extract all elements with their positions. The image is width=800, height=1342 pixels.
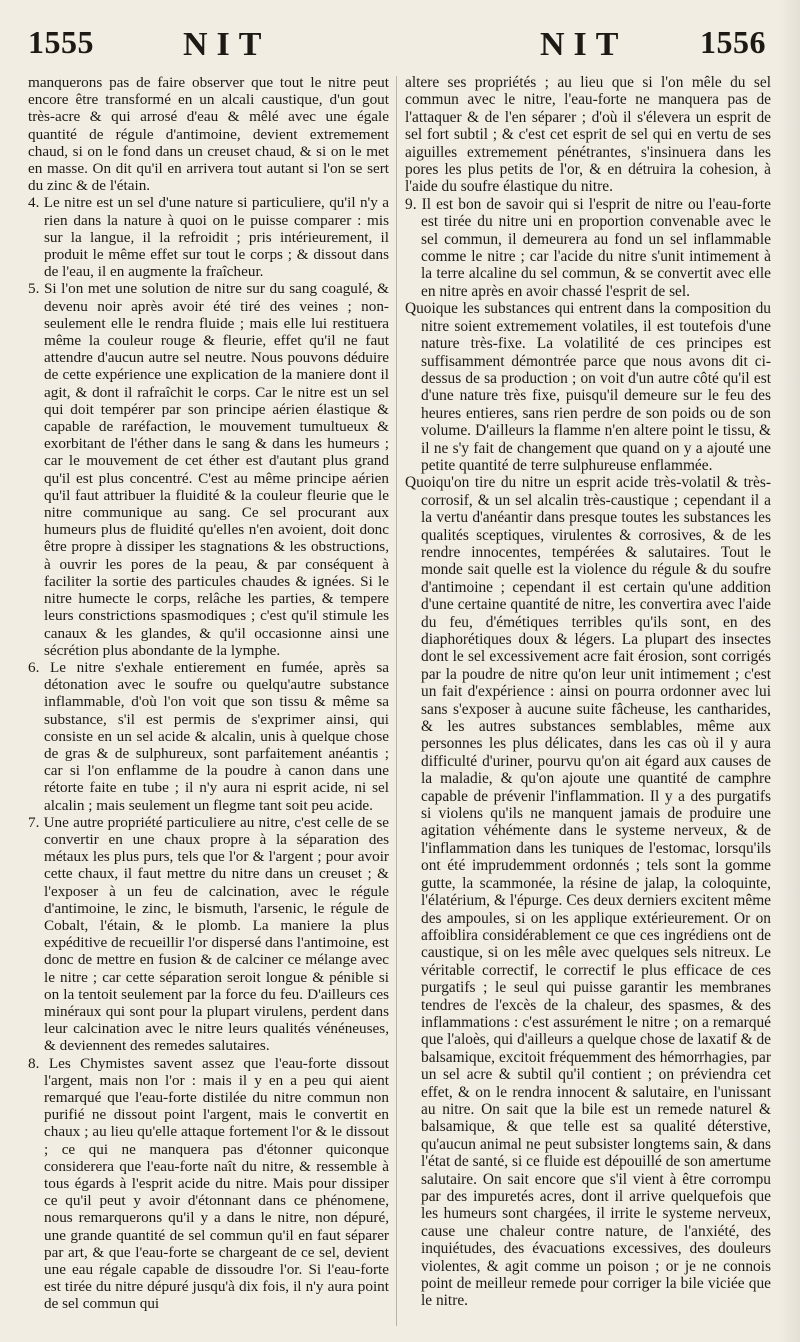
paragraph: 6. Le nitre s'exhale entierement en fumée, après sa détonation avec le soufre ou quelqu'autre substance inflammable, d'où l'on voit que son tissu & même sa substance, s'il est permis de s'exprimer ainsi, qui consiste en un sel acide & alcalin, unis à quelque chose de gras & de sulphureux, sont parfaitement anéantis ; car si l'on enflamme de la poudre à canon dans une rétorte faite en tube ; il n'y aura ni esprit acide, ni sel alcalin ; mais seulement un flegme tant soit peu acide.	[28, 658, 389, 814]
left-column	[28, 74, 389, 1313]
column-divider	[396, 76, 397, 1326]
right-column	[405, 74, 771, 1310]
paragraph: Quoiqu'on tire du nitre un esprit acide très-volatil & très-corrosif, & un sel alcalin très-caustique ; cependant il a la vertu d'anéantir dans presque toutes les substances les qualités sceptiques, virulentes & corrosives, & de les rendre innocentes, tempérées & salutaires. Tout le monde sait quelle est la violence du régule & du soufre d'antimoine ; cependant il est certain qu'une addition d'une certaine quantité de nitre, les convertira avec l'aide du feu, d'émétiques terribles qu'ils sont, en des diaphorétiques doux & légers. La plupart des insectes dont le sel excessivement acre fait érosion, sont corrigés par la poudre de nitre qu'on leur unit intimement ; c'est un fait d'expérience : ainsi on pourra ordonner avec lui sans s'exposer à aucune suite fâcheuse, les cantharides, & les autres substances semblables, même aux personnes les plus délicates, dans les cas où il y aura difficulté d'uriner, pourvu qu'on ait égard aux causes de la maladie, & qu'on ajoute une quantité de camphre capable de prévenir l'inflammation. Il y a des purgatifs si violens qu'ils ne manquent jamais de produire une agitation véhémente dans le systeme nerveux, & de l'inflammation dans les tuniques de l'estomac, lorsqu'ils ont été imprudemment ordonnés ; tels sont la gomme gutte, la scammonée, la résine de jalap, la coloquinte, l'élatérium, & l'épurge. Ces deux derniers excitent même des ampoules, si on les applique extérieurement. Or on affoiblira considérablement ce que ces ingrédiens ont de caustique, si on les mêle avec quelques sels nitreux. Le véritable correctif, le correctif le plus efficace de ces purgatifs ; le seul qui puisse garantir les membranes tendres de l'excès de la chaleur, des spasmes, & des inflammations : c'est assurément le nitre ; on a remarqué que l'aloès, qui d'ailleurs a quelque chose de laxatif & de balsamique, excitoit fréquemment des hémorrhagies, par un sel acre & subtil qu'il contient ; on préviendra cet effet, & on le rendra innocent & salutaire, en l'unissant au nitre. On sait que la bile est un remede naturel & balsamique, & que telle est sa qualité déterstive, qu'aucun animal ne peut subsister longtems sain, & dans l'état de santé, si ce fluide est dépouillé de son amertume salutaire. On sait encore que s'il vient à être corrompu par des impuretés acres, dont il arrive quelquefois que les humeurs sont chargées, il irrite le systeme nerveux, cause une chaleur contre nature, de l'anxiété, des inquiétudes, des évacuations excessives, des douleurs violentes, & agit comme un poison ; or je ne connois point de meilleur remede pour corriger la bile viciée que le nitre.	[405, 474, 771, 1310]
page-number-right: 1556	[700, 24, 766, 60]
paragraph: 5. Si l'on met une solution de nitre sur du sang coagulé, & devenu noir après avoir été tiré des veines ; non-seulement elle le rendra fluide ; mais elle lui restituera même la couleur rouge & fleurie, effet qu'il ne faut attendre d'aucun autre sel neutre. Nous pouvons déduire de cette expérience une explication de la maniere dont il agit, & dont il rafraîchit le corps. Car le nitre est un sel qui doit tempérer par son principe aérien élastique & capable de raréfaction, le mouvement tumultueux & exorbitant de l'éther dans le sang & dans les humeurs ; car le mouvement de cet éther est d'autant plus grand qu'il est plus concentré. C'est au même principe aérien qu'il faut attribuer la fluidité & la couleur fleurie que le nitre communique au sang. Ce sel procurant aux humeurs plus de fluidité qu'elles n'en avoient, doit donc être propre à dissiper les stagnations & les obstructions, à ouvrir les pores de la peau, & par conséquent à faciliter la sortie des particules chaudes & ignées. Si le nitre humecte le corps, relâche les parties, & tempere leurs constrictions spasmodiques ; c'est qu'il stimule les canaux & les glandes, & qu'il occasionne ainsi une sécrétion plus abondante de la lymphe.	[28, 280, 389, 659]
header-word-left: NIT	[183, 26, 271, 63]
running-header	[0, 20, 800, 76]
paragraph: altere ses propriétés ; au lieu que si l'on mêle du sel commun avec le nitre, l'eau-forte ne manquera pas de l'attaquer & de l'en séparer ; d'où il s'élevera un esprit de sel fort subtil ; & c'est cet esprit de sel qui en vertu de ses aiguilles extremement pénétrantes, s'insinuera dans les pores les plus petits de l'or, & en détruira la cohesion, à l'aide du soufre élastique du nitre.	[405, 74, 771, 196]
paragraph: 8. Les Chymistes savent assez que l'eau-forte dissout l'argent, mais non l'or : mais il y en a peu qui aient remarqué que l'eau-forte distilée du nitre commun non purifié ne dissout point l'argent, mais le convertit en chaux ; au lieu qu'elle attaque fortement l'or & le dissout ; ce qui ne manquera pas d'étonner quiconque considerera que l'eau-forte naît du nitre, & ressemble à tous égards à l'esprit acide du nitre. Mais pour dissiper ce qu'il peut y avoir d'étonnant dans ce phénomene, nous remarquerons qu'il y a dans le nitre, non dépuré, une grande quantité de sel commun qu'il en faut séparer par art, & que l'eau-forte se chargeant de ce sel, devient une eau régale capable de dissoudre l'or. Si l'eau-forte est tirée du nitre dépuré jusqu'à dix fois, il n'y aura point de sel commun qui	[28, 1054, 389, 1313]
paragraph: Quoique les substances qui entrent dans la composition du nitre soient extremement volatiles, il est toutefois d'une nature très-fixe. La volatilité de ces principes est suffisamment démontrée parce que nous avons dit ci-dessus de sa production ; on voit d'un autre côté qu'il est d'une nature très fixe, puisqu'il demeure sur le feu des heures entieres, sans rien perdre de son poids ou de son volume. D'ailleurs la flamme n'en altere point le tissu, & il ne s'y fait de changement que quand on y a ajouté une petite quantité de terre sulphureuse enflammée.	[405, 300, 771, 474]
paragraph: 7. Une autre propriété particuliere au nitre, c'est celle de se convertir en une chaux propre à la séparation des métaux les plus purs, tels que l'or & l'argent ; pour avoir cette chaux, il faut mettre du nitre dans un creuset ; & l'exposer à un feu de calcination, avec le régule d'antimoine, le zinc, le bismuth, l'arsenic, le régule de Cobalt, l'étain, & le plomb. La maniere la plus expéditive de recueillir l'or dispersé dans l'antimoine, est donc de mettre en fusion & de calciner ce mélange avec le nitre ; car cette séparation seroit longue & pénible si on la tentoit seulement par la force du feu. D'ailleurs ces minéraux qui sont pour la plupart virulens, perdent dans leur calcination avec le nitre leurs qualités vénéneuses, & deviennent des remedes salutaires.	[28, 813, 389, 1055]
page-edge-shadow	[778, 0, 800, 1342]
paragraph: 4. Le nitre est un sel d'une nature si particuliere, qu'il n'y a rien dans la nature à quoi on le puisse comparer : mis sur la langue, il la refroidit ; pris intérieurement, il produit le même effet sur tout le corps ; & dissout dans de l'eau, il en augmente la fraîcheur.	[28, 194, 389, 281]
page-number-left: 1555	[28, 24, 94, 60]
header-word-right: NIT	[540, 26, 628, 63]
paragraph: 9. Il est bon de savoir qui si l'esprit de nitre ou l'eau-forte est tirée du nitre uni en proportion convenable avec le sel commun, il demeurera au fond un sel inflammable comme le nitre ; car l'acide du nitre s'unit intimement à la terre alcaline du sel commun, & se convertit avec elle en nitre après en avoir chassé l'esprit de sel.	[405, 195, 771, 300]
paragraph: manquerons pas de faire observer que tout le nitre peut encore être transformé en un alcali caustique, d'un gout très-acre & qui arrosé d'eau & mêlé avec une égale quantité de régule d'antimoine, devient extremement chaud, si on le fond dans un creuset chaud, & si on le met en masse. On dit qu'il en arrivera tout autant si l'on se sert du zinc & de l'étain.	[28, 74, 389, 195]
